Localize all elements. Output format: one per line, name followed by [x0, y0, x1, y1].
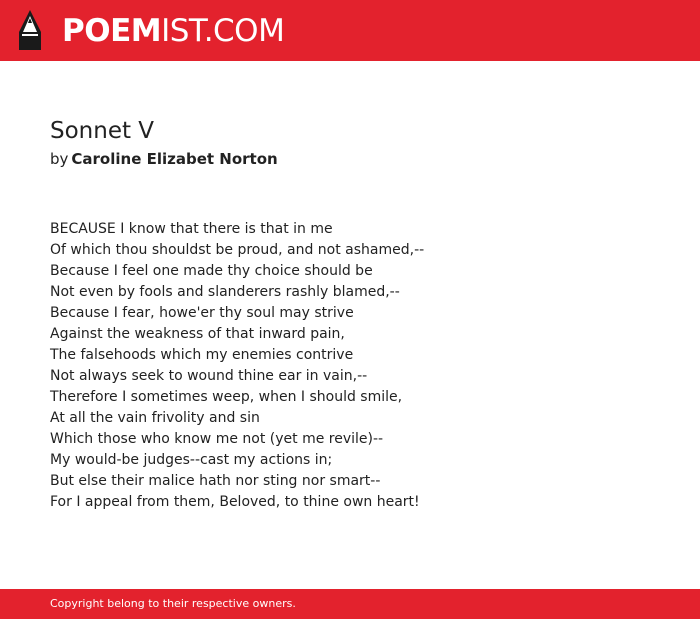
poem-line: Which those who know me not (yet me revile)--: [50, 431, 384, 447]
poem-title: Sonnet V: [50, 118, 155, 144]
site-footer: [0, 589, 700, 619]
poem-line: Not always seek to wound thine ear in vain,--: [50, 368, 368, 384]
poem-line: Therefore I sometimes weep, when I should smile,: [50, 389, 403, 405]
poem-line: Because I fear, howe'er thy soul may strive: [50, 305, 354, 321]
poem-line: My would-be judges--cast my actions in;: [50, 452, 333, 468]
poem-line: At all the vain frivolity and sin: [50, 410, 260, 426]
poem-line: Because I feel one made thy choice should be: [50, 263, 373, 279]
brand-bold-text: POEM: [62, 13, 162, 49]
pencil-icon: [18, 9, 42, 51]
copyright-text: Copyright belong to their respective owners.: [50, 597, 296, 610]
poem-line: Of which thou shouldst be proud, and not ashamed,--: [50, 242, 425, 258]
poem-line: The falsehoods which my enemies contrive: [50, 347, 354, 363]
brand-light-text: IST.COM: [161, 13, 285, 49]
poem-line: BECAUSE I know that there is that in me: [50, 221, 333, 237]
site-logo-link[interactable]: [62, 11, 284, 51]
poem-line: Against the weakness of that inward pain,: [50, 326, 345, 342]
byline: [50, 149, 278, 169]
byline-prefix: by: [50, 150, 69, 168]
poem-body: [50, 219, 424, 513]
site-header: [0, 0, 700, 61]
poem-line: Not even by fools and slanderers rashly blamed,--: [50, 284, 400, 300]
poem-line: But else their malice hath nor sting nor smart--: [50, 473, 381, 489]
author-name: Caroline Elizabet Norton: [71, 150, 278, 168]
poem-line: For I appeal from them, Beloved, to thine own heart!: [50, 494, 420, 510]
